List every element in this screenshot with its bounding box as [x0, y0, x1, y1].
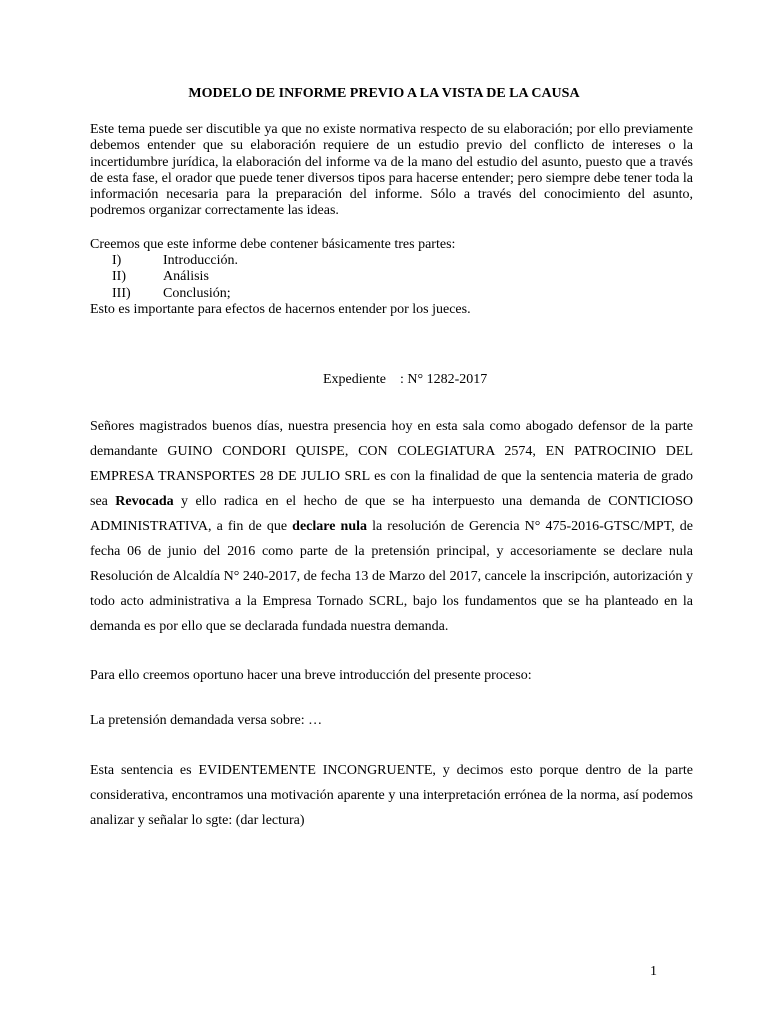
parts-outro: Esto es importante para efectos de hacernos entender por los jueces.	[90, 301, 471, 317]
parts-list	[90, 253, 693, 302]
expediente-line	[323, 372, 487, 388]
list-item	[90, 269, 693, 285]
list-item	[90, 253, 693, 269]
bold-declare-nula: declare nula	[292, 519, 367, 534]
expediente-label: Expediente	[323, 372, 386, 387]
list-item-label: Análisis	[163, 269, 209, 285]
list-item-number: I)	[112, 253, 122, 269]
document-title: MODELO DE INFORME PREVIO A LA VISTA DE LA CAUSA	[188, 86, 580, 101]
list-item-number: II)	[112, 269, 126, 285]
intro-process-paragraph: Para ello creemos oportuno hacer una breve introducción del presente proceso:	[90, 668, 532, 683]
bold-revocada: Revocada	[115, 494, 174, 509]
page-number: 1	[650, 964, 657, 979]
intro-paragraph: Este tema puede ser discutible ya que no existe normativa respecto de su elaboración; por ello previamente debemos entender que su elaboración requiere de un estudio previo del conflicto de intereses o la incertidumbre jurídica, la elaboración del informe va de la mano del estudio del asunto, puesto que a través de esta fase, el orador que puede tener diversos tipos para hacerse entender; pero siempre debe tener toda la información necesaria para la preparación del informe. Sólo a través del conocimiento del asunto, podremos organizar correctamente las ideas.	[90, 122, 693, 219]
main-paragraph	[90, 414, 693, 639]
list-item-label: Conclusión;	[163, 285, 231, 301]
main-paragraph-text-3: la resolución de Gerencia N° 475-2016-GTSC/MPT, de fecha 06 de junio del 2016 como parte de la pretensión principal, y accesoriamente se declare nula Resolución de Alcaldía N° 240-2017, de fecha 13 de Marzo del 2017, cancele la inscripción, autorización y todo acto administrativa a la Empresa Tornado SCRL, bajo los fundamentos que se ha planteado en la demanda es por ello que se declarada fundada nuestra demanda.	[90, 519, 693, 634]
parts-intro: Creemos que este informe debe contener básicamente tres partes:	[90, 236, 456, 252]
main-paragraph-text-2: y ello radica en el hecho de que se ha interpuesto una demanda de CONTICIOSO ADMINISTRATIVA, a fin de que	[90, 494, 693, 534]
expediente-number: : N° 1282-2017	[399, 372, 488, 387]
conclusion-paragraph: Esta sentencia es EVIDENTEMENTE INCONGRUENTE, y decimos esto porque dentro de la parte considerativa, encontramos una motivación aparente y una interpretación errónea de la norma, así podemos analizar y señalar lo sgte: (dar lectura)	[90, 763, 693, 828]
list-item	[90, 286, 693, 302]
intro-section	[90, 122, 693, 318]
body-section	[90, 414, 693, 833]
list-item-number: III)	[112, 285, 131, 301]
main-paragraph-text-1: Señores magistrados buenos días, nuestra presencia hoy en esta sala como abogado defensor de la parte demandante GUINO CONDORI QUISPE, CON COLEGIATURA 2574, EN PATROCINIO DEL EMPRESA TRANSPORTES 28 DE JULIO SRL es con la finalidad de que la sentencia materia de grado sea	[90, 419, 693, 509]
list-item-label: Introducción.	[163, 253, 239, 269]
pretension-paragraph: La pretensión demandada versa sobre: …	[90, 713, 323, 728]
